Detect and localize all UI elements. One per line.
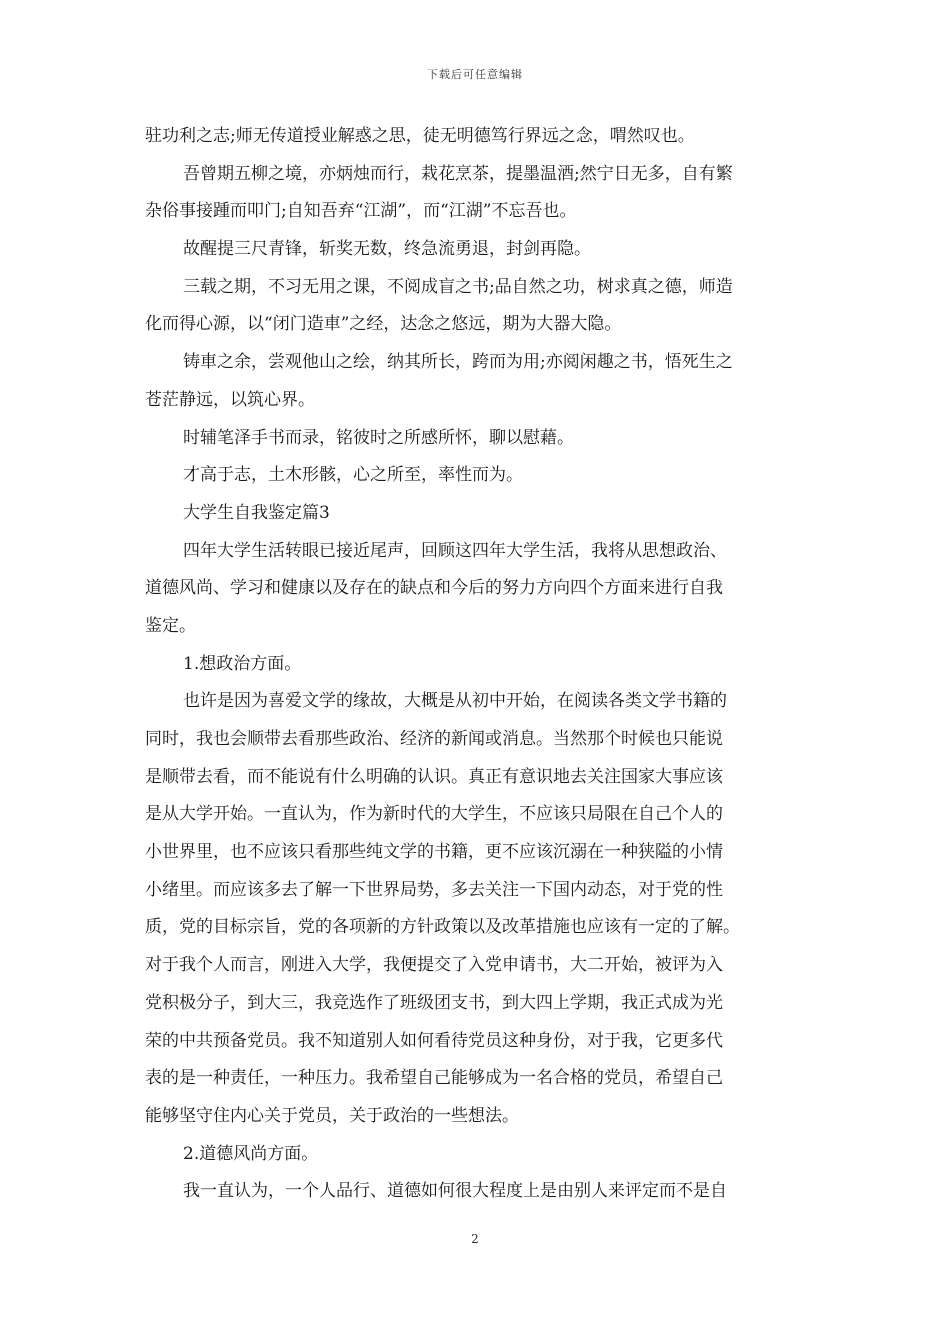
text-line: 大学生自我鉴定篇3 — [183, 502, 330, 523]
text-line: 表的是一种责任，一种压力。我希望自己能够成为一名合格的党员，希望自己 — [145, 1068, 723, 1089]
document-body — [145, 118, 810, 1211]
text-line: 苍茫静远，以筑心界。 — [145, 389, 315, 410]
text-line: 同时，我也会顺带去看那些政治、经济的新闻或消息。当然那个时候也只能说 — [145, 729, 723, 749]
text-line: 时辅笔泽手书而录，铭彼时之所感所怀，聊以慰藉。 — [183, 427, 574, 448]
text-line: 道德风尚、学习和健康以及存在的缺点和今后的努力方向四个方面来进行自我 — [145, 578, 723, 599]
text-line: 才高于志，土木形骸，心之所至，率性而为。 — [183, 465, 523, 486]
text-line: 小世界里，也不应该只看那些纯文学的书籍，更不应该沉溺在一种狭隘的小情 — [145, 842, 723, 863]
text-line: 三载之期，不习无用之课，不阅成盲之书;品自然之功，树求真之德，师造 — [183, 276, 733, 297]
text-line: 小绪里。而应该多去了解一下世界局势，多去关注一下国内动态，对于党的性 — [145, 879, 723, 900]
page-header: 下载后可任意编辑 — [427, 68, 523, 81]
text-line: 四年大学生活转眼已接近尾声，回顾这四年大学生活，我将从思想政治、 — [183, 540, 727, 561]
text-line: 1.想政治方面。 — [183, 653, 302, 674]
text-line: 对于我个人而言，刚进入大学，我便提交了入党申请书，大二开始，被评为入 — [145, 955, 723, 976]
text-line: 鉴定。 — [145, 615, 196, 636]
text-line: 驻功利之志;师无传道授业解惑之思，徒无明德笃行界远之念，喟然叹也。 — [145, 126, 695, 146]
text-line: 故醒提三尺青锋，斩奖无数，终急流勇退，封剑再隐。 — [183, 239, 591, 260]
text-line: 也许是因为喜爱文学的缘故，大概是从初中开始，在阅读各类文学书籍的 — [183, 691, 727, 712]
text-line: 荣的中共预备党员。我不知道别人如何看待党员这种身份，对于我，它更多代 — [145, 1030, 723, 1051]
text-line: 党积极分子，到大三，我竞选作了班级团支书，到大四上学期，我正式成为光 — [145, 992, 723, 1013]
text-line: 能够坚守住内心关于党员，关于政治的一些想法。 — [145, 1105, 519, 1126]
text-line: 2.道德风尚方面。 — [183, 1143, 319, 1164]
text-line: 杂俗事接踵而叩门;自知吾弃“江湖”，而“江湖”不忘吾也。 — [145, 201, 577, 222]
text-line: 质，党的目标宗旨，党的各项新的方针政策以及改革措施也应该有一定的了解。 — [145, 917, 740, 938]
text-line: 是顺带去看，而不能说有什么明确的认识。真正有意识地去关注国家大事应该 — [145, 766, 723, 787]
text-line: 吾曾期五柳之境，亦炳烛而行，栽花烹茶，提墨温酒;然宁日无多，自有繁 — [183, 163, 733, 184]
text-line: 我一直认为，一个人品行、道德如何很大程度上是由别人来评定而不是自 — [183, 1181, 727, 1202]
text-line: 是从大学开始。一直认为，作为新时代的大学生，不应该只局限在自己个人的 — [145, 804, 723, 825]
page-number: 2 — [471, 1232, 479, 1246]
text-line: 化而得心源，以“闭门造車”之经，达念之悠远，期为大器大隐。 — [145, 314, 622, 335]
text-line: 铸車之余，尝观他山之绘，纳其所长，跨而为用;亦阅闲趣之书，悟死生之 — [183, 352, 733, 373]
